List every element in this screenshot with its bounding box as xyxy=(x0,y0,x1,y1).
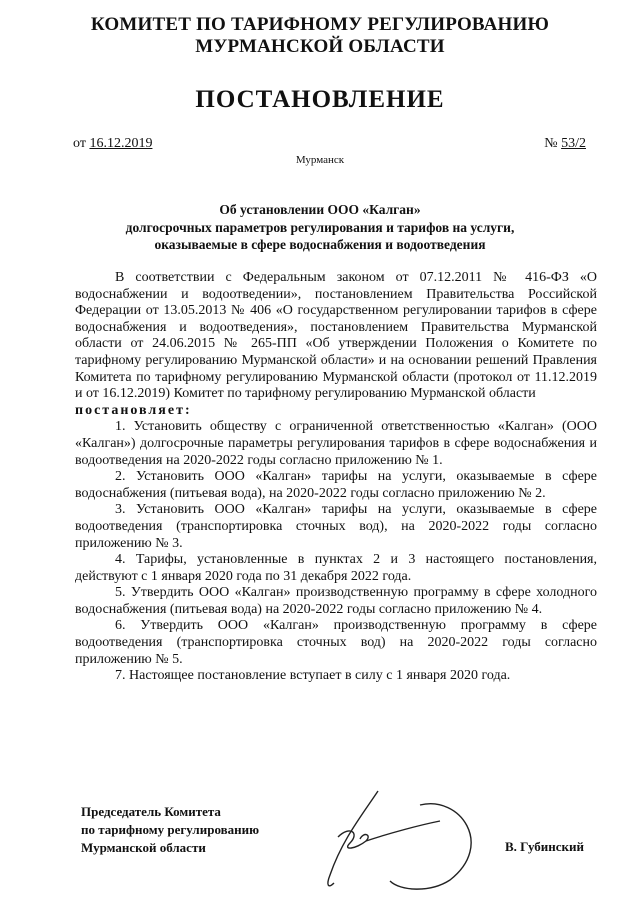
list-item: 4. Тарифы, установленные в пунктах 2 и 3 настоящего постановления, действуют с 1 января 2020 года по 31 декабря 2022 года. xyxy=(75,552,597,584)
title-line2: долгосрочных параметров регулирования и тарифов на услуги, xyxy=(125,219,515,235)
position-line2: по тарифному регулированию xyxy=(81,822,260,837)
list-item: 1. Установить обществу с ограниченной ответственностью «Калган» (ООО «Калган») долгосрочные параметры регулирования тарифов в сфере водоснабжения и водоотведения на 2020-2022 годы согласно приложению № 1. xyxy=(75,419,597,468)
list-item: 2. Установить ООО «Калган» тарифы на услуги, оказываемые в сфере водоснабжения (питьевая вода), на 2020-2022 годы согласно приложению № 2. xyxy=(75,469,597,501)
organization-name-line2: МУРМАНСКОЙ ОБЛАСТИ xyxy=(195,36,445,57)
document-date xyxy=(73,136,152,152)
document-number xyxy=(544,136,586,152)
intro-text: В соответствии с Федеральным законом от 07.12.2011 № 416-ФЗ «О водоснабжении и водоотведении», постановлением Правительства Российской Федерации от 13.05.2013 № 406 «О государственном регулировании тарифов в сфере водоснабжения и водоотведения», постановлением Правительства Мурманской области от 24.06.2015 № 265-ПП «Об утверждении Положения о Комитете по тарифному регулированию Мурманской области» и на основании решений Правления Комитета по тарифному регулированию Мурманской области (протокол от 11.12.2019 и от 16.12.2019) Комитет по тарифному регулированию Мурманской области xyxy=(75,270,597,402)
document-body xyxy=(75,270,597,685)
title-line1: Об установлении ООО «Калган» xyxy=(219,202,421,217)
list-item: 6. Утвердить ООО «Калган» производственную программу в сфере водоотведения (транспортировка сточных вод) на 2020-2022 годы согласно приложению № 5. xyxy=(75,618,597,667)
city-name: Мурманск xyxy=(295,154,345,166)
organization-name xyxy=(0,14,640,58)
document-title xyxy=(90,201,550,254)
decree-word: постановляет: xyxy=(75,402,192,418)
date-value: 16.12.2019 xyxy=(89,136,153,151)
number-prefix: № xyxy=(544,136,558,151)
list-item: 5. Утвердить ООО «Калган» производственную программу в сфере холодного водоснабжения (питьевая вода) на 2020-2022 годы согласно приложению № 4. xyxy=(75,585,597,617)
list-item: 7. Настоящее постановление вступает в силу с 1 января 2020 года. xyxy=(115,668,511,684)
position-line1: Председатель Комитета xyxy=(81,804,221,819)
signatory-position xyxy=(81,803,259,857)
title-line3: оказываемые в сфере водоснабжения и водоотведения xyxy=(154,237,486,252)
number-value: 53/2 xyxy=(561,136,586,151)
document-type-heading: ПОСТАНОВЛЕНИЕ xyxy=(195,86,445,113)
organization-name-line1: КОМИТЕТ ПО ТАРИФНОМУ РЕГУЛИРОВАНИЮ xyxy=(90,14,550,35)
list-item: 3. Установить ООО «Калган» тарифы на услуги, оказываемые в сфере водоотведения (транспортировка сточных вод), на 2020-2022 годы согласно приложению № 3. xyxy=(75,502,597,551)
handwritten-signature xyxy=(320,785,490,895)
signatory-name: В. Губинский xyxy=(505,839,584,854)
position-line3: Мурманской области xyxy=(81,840,206,855)
date-prefix: от xyxy=(73,136,86,151)
intro-paragraph xyxy=(75,270,597,403)
